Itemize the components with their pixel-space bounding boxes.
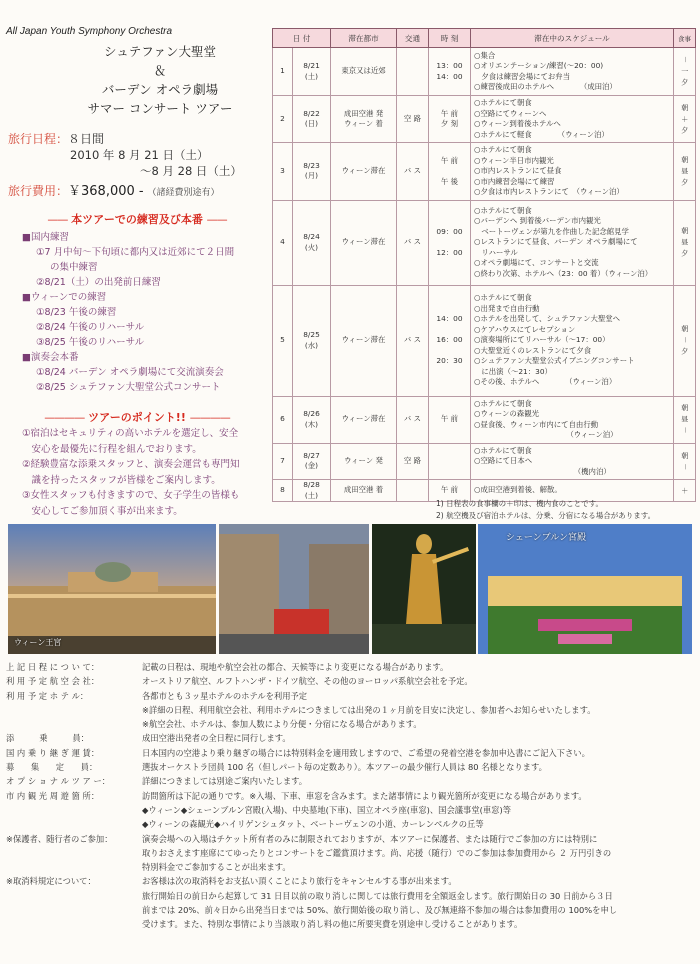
points-heading: [14, 409, 260, 425]
info-key: 市 内 観 光 周 遊 箇 所：: [6, 790, 100, 801]
day-number: 6: [273, 396, 293, 443]
info-row: [6, 789, 696, 832]
vienna-item-2: ②8/24 午後のリハーサル: [36, 322, 145, 333]
schedule-row: [273, 443, 696, 480]
schedule-header-row: [273, 29, 696, 48]
strauss-statue-illustration: [372, 524, 476, 654]
th-time: 時 刻: [429, 29, 471, 48]
meal-marks: 朝 －: [680, 451, 689, 471]
points-dash-right: ————: [189, 411, 230, 424]
row-time: 午 前 午 後: [429, 143, 471, 201]
point-line-2: 安心を最優先に行程を組んでおります。: [22, 443, 202, 455]
cost-label: 旅行費用：: [8, 184, 69, 198]
info-key: 利 用 予 定 ホ テ ル：: [6, 690, 89, 701]
meal-marks: 朝 昼 夕: [680, 156, 689, 187]
table-note-2: 2) 航空機及び宿泊ホテルは、分乗、分宿になる場合があります。: [436, 511, 656, 520]
meal-marks: ＋: [680, 486, 689, 495]
title-line-1: シュテファン大聖堂: [103, 44, 216, 59]
info-row: [6, 660, 696, 674]
day-number: 8: [273, 480, 293, 502]
point-line-5: ③女性スタッフも付きますので、女子学生の皆様も: [22, 490, 240, 501]
info-value: オーストリア航空、ルフトハンザ・ドイツ航空、その他のヨーロッパ系航空会社を予定。: [142, 676, 473, 687]
info-key: ※保護者、随行者のご参加：: [6, 833, 113, 844]
row-meal: [674, 396, 696, 443]
row-transport: バ ス: [397, 396, 429, 443]
row-transport: 空 路: [397, 443, 429, 480]
domestic-item-2: ②8/21（土）の出発前日練習: [36, 277, 161, 288]
row-time: [429, 443, 471, 480]
tram-street-illustration: [219, 524, 369, 654]
row-transport: バ ス: [397, 200, 429, 285]
heading-dash-left: ——: [47, 213, 68, 226]
photo-caption-schonbrunn: シェーンブルン宮殿: [506, 533, 587, 543]
cost-note: （諸経費別途有）: [147, 188, 220, 198]
date-from: 2010 年 8 月 21 日（土）: [70, 148, 209, 162]
vienna-item-3: ③8/25 午後のリハーサル: [36, 337, 145, 348]
schedule-row: [273, 48, 696, 96]
concert-item-1: ①8/24 バーデン オペラ劇場にて交流演奏会: [36, 367, 224, 378]
row-transport: [397, 48, 429, 96]
row-meal: [674, 96, 696, 143]
info-section: [6, 660, 696, 932]
vienna-item-1: ①8/23 午後の練習: [36, 307, 117, 318]
point-line-4: 識を持ったスタッフが皆様をご案内します。: [22, 474, 221, 486]
row-time: 14：00 16：00 20：30: [429, 285, 471, 396]
photo-tram-street: [219, 524, 369, 654]
info-key: 上 記 日 程 に つ い て：: [6, 662, 100, 672]
info-key: ※取消料規定について：: [6, 876, 96, 887]
th-transport: 交通: [397, 29, 429, 48]
info-value: 記載の日程は、現地や航空会社の都合、天候等により変更になる場合があります。: [142, 662, 449, 672]
row-schedule: ○ホテルにて朝食 ○バーデンへ 到着後バーデン市内観光 ベートーヴェンが第九を作曲した記念館見学 ○レストランにて昼食、バーデン オペラ劇場にて リハーサル ○オペラ劇場にて、コンサートと交流 ○終わり次第、ホテルへ（23：00 着）（ウィーン泊）: [471, 200, 674, 285]
row-transport: バ ス: [397, 143, 429, 201]
info-value: 日本国内の空港より乗り継ぎの場合には特別料金を適用致しますので、ご希望の発着空港を参加申込書にご記入下さい。: [142, 747, 590, 758]
cost: [8, 180, 219, 199]
table-note-1: 1) 日程表の食事欄の＋印は、機内食のことです。: [436, 499, 603, 508]
info-value: 選抜オーケストラ団員 100 名（但しパート毎の定数あり）。本ツアーの最少催行人員は 80 名様となります。: [142, 762, 547, 773]
info-key: オ プ シ ョ ナ ル ツ ア ー：: [6, 776, 111, 787]
domestic-item-1: ①7 月中旬〜下旬頃に都内又は近郊にて２日間: [36, 247, 235, 258]
row-city: ウィーン 発: [331, 443, 397, 480]
tour-title: [60, 42, 260, 118]
schedule-row: [273, 396, 696, 443]
practice-list: [22, 230, 272, 395]
info-key: 添 乗 員：: [6, 733, 89, 744]
row-date: 8/21 (土): [293, 48, 331, 96]
point-line-6: 安心してご参加頂く事が出来ます。: [22, 505, 183, 517]
photo-strauss-statue: [372, 524, 476, 654]
info-key: 国 内 乗 り 継 ぎ 運 賃：: [6, 747, 100, 758]
duration-label: 旅行日程：: [8, 132, 69, 146]
schedule-table: [272, 28, 696, 502]
points-dash-left: ————: [44, 411, 85, 424]
th-meal: 食事: [674, 29, 696, 48]
duration-value: ８日間: [68, 132, 105, 146]
meal-marks: 朝 昼 夕: [680, 227, 689, 258]
row-meal: [674, 143, 696, 201]
row-city: 東京又は近郊: [331, 48, 397, 96]
practice-heading-text: 本ツアーでの練習及び本番: [71, 213, 203, 226]
info-row: [6, 774, 696, 788]
info-key: 募 集 定 員：: [6, 762, 98, 773]
row-transport: バ ス: [397, 285, 429, 396]
orchestra-name: All Japan Youth Symphony Orchestra: [6, 26, 173, 37]
info-value: お客様は次の取消料をお支払い頂くことにより旅行をキャンセルする事が出来ます。 旅行開始日の前日から起算して 31 日目以前の取り消しに関しては旅行費用を全額返金します。旅行開始日の 30 日前から３日 前までは 20%、前々日から出発当日までは 50%、旅行開始後の取り消し、及び無連絡不参加の場合は参加費用の 100%を申し 受けます。また、特別な事情により当該取り消し料の他に所要実費を別途申し受けることがあります。: [142, 876, 618, 930]
info-row: [6, 760, 696, 774]
row-date: 8/22 (日): [293, 96, 331, 143]
row-date: 8/26 (木): [293, 396, 331, 443]
row-city: 成田空港 発 ウィーン 着: [331, 96, 397, 143]
schedule-row: [273, 285, 696, 396]
day-number: 5: [273, 285, 293, 396]
info-row: [6, 674, 696, 688]
row-schedule: ○ホテルにて朝食 ○空路にて日本へ （機内泊）: [471, 443, 674, 480]
row-city: ウィーン滞在: [331, 143, 397, 201]
title-line-4: サマー コンサート ツアー: [87, 101, 233, 116]
row-meal: [674, 200, 696, 285]
row-meal: [674, 285, 696, 396]
travel-dates: [70, 147, 242, 179]
row-schedule: ○ホテルにて朝食 ○ウィーンの森観光 ○昼食後、ウィーン市内にて自由行動 （ウィーン泊）: [471, 396, 674, 443]
th-city: 滞在都市: [331, 29, 397, 48]
vienna-title: ■ウィーンでの練習: [22, 292, 107, 303]
title-line-2: ＆: [153, 63, 167, 78]
day-number: 3: [273, 143, 293, 201]
info-value: 詳細につきましては別途ご案内いたします。: [142, 776, 308, 787]
points-list: [22, 426, 270, 519]
row-schedule: ○ホテルにて朝食 ○出発まで自由行動 ○ホテルを出発して、シュテファン大聖堂へ ○ケアハウスにてレセプション ○演奏場所にてリハーサル（〜17：00） ○大聖堂近くのレストランにて夕食 ○シュテファン大聖堂公式イブニングコンサート に出演（〜21：30） ○その後、ホテルへ （ウィーン泊）: [471, 285, 674, 396]
table-notes: [436, 498, 655, 522]
schedule-row: [273, 96, 696, 143]
info-value: 成田空港出発者の全日程に同行します。: [142, 733, 291, 744]
meal-marks: 朝 昼 －: [680, 404, 689, 435]
row-date: 8/27 (金): [293, 443, 331, 480]
day-number: 1: [273, 48, 293, 96]
row-date: 8/25 (水): [293, 285, 331, 396]
row-schedule: ○集合 ○オリエンテーション/練習(〜20：00) 夕食は練習会場にてお弁当 ○練習後成田のホテルへ （成田泊）: [471, 48, 674, 96]
row-schedule: ○成田空港到着後、解散。: [471, 480, 674, 502]
row-schedule: ○ホテルにて朝食 ○ウィーン半日市内観光 ○市内レストランにて昼食 ○市内練習会場にて練習 ○夕食は市内レストランにて （ウィーン泊）: [471, 143, 674, 201]
row-date: 8/23 (月): [293, 143, 331, 201]
row-city: ウィーン滞在: [331, 285, 397, 396]
day-number: 4: [273, 200, 293, 285]
duration: [8, 131, 104, 147]
row-city: ウィーン滞在: [331, 396, 397, 443]
info-row: [6, 731, 696, 745]
row-time: 午 前: [429, 396, 471, 443]
info-row: [6, 746, 696, 760]
info-row: [6, 689, 696, 732]
cost-value: ￥368,000 -: [68, 184, 144, 199]
schonbrunn-illustration: [478, 524, 692, 654]
row-transport: [397, 480, 429, 502]
meal-marks: 朝 － 夕: [680, 325, 689, 356]
schedule-body: [273, 48, 696, 502]
day-number: 7: [273, 443, 293, 480]
row-meal: [674, 480, 696, 502]
row-time: 午 前 夕 刻: [429, 96, 471, 143]
info-row: [6, 832, 696, 875]
points-heading-text: ツアーのポイント!!: [88, 411, 186, 424]
heading-dash-right: ——: [206, 213, 227, 226]
row-time: 09：00 12：00: [429, 200, 471, 285]
concert-item-2: ②8/25 シュテファン大聖堂公式コンサート: [36, 382, 221, 393]
info-row: [6, 874, 696, 931]
point-line-1: ①宿泊はセキュリティの高いホテルを選定し、安全: [22, 428, 239, 439]
info-value: 訪問箇所は下記の通りです。※入場、下車、車窓を含みます。また諸事情により観光箇所が変更になる場合があります。 ◆ウィーン◆シェーンブルン宮殿(入場)、中央墓地(下車)、国立オペラ座(車窓)、国会議事堂(車窓)等 ◆ウィーンの森観光◆ハイリゲンシュタット、ベートーヴェンの小道、カーレンベルクの丘等: [142, 790, 587, 830]
domestic-title: ■国内練習: [22, 232, 69, 243]
row-meal: [674, 443, 696, 480]
concert-title: ■演奏会本番: [22, 352, 79, 363]
photo-vienna-palace: [8, 524, 216, 654]
row-date: 8/28 (土): [293, 480, 331, 502]
th-schedule: 滞在中のスケジュール: [471, 29, 674, 48]
schedule-row: [273, 143, 696, 201]
info-value: 各都市とも３ッ星ホテルのホテルを利用予定 ※詳細の日程、利用航空会社、利用ホテルにつきましては出発の１ヶ月前を目安に決定し、参加者へお知らせいたします。 ※航空会社、ホテルは、参加人数により分便・分宿になる場合があります。: [142, 690, 596, 730]
day-number: 2: [273, 96, 293, 143]
vienna-palace-illustration: [8, 524, 216, 654]
th-date: 日 付: [273, 29, 331, 48]
photo-schonbrunn: [478, 524, 692, 654]
row-date: 8/24 (火): [293, 200, 331, 285]
info-value: 演奏会場への入場はチケット所有者のみに制限されておりますが、本ツアーに保護者、または随行でご参加の方には特別に 取りおさえます座席にてゆったりとコンサートをご鑑賞頂けます。尚、応援（随行）でのご参加は参加費用から ２ 万円引きの 特別料金でご参加することが出来ます。: [142, 833, 612, 873]
row-time: 13：00 14：00: [429, 48, 471, 96]
row-transport: 空 路: [397, 96, 429, 143]
row-meal: [674, 48, 696, 96]
row-city: 成田空港 着: [331, 480, 397, 502]
domestic-item-1-cont: の集中練習: [50, 262, 98, 273]
meal-marks: － 一 夕: [680, 56, 689, 87]
row-schedule: ○ホテルにて朝食 ○空路にてウィーンへ ○ウィーン到着後ホテルへ ○ホテルにて軽食 （ウィーン泊）: [471, 96, 674, 143]
practice-heading: [14, 211, 260, 227]
point-line-3: ②経験豊富な添乗スタッフと、演奏会運営も専門知: [22, 459, 240, 470]
meal-marks: 朝 ＋ 夕: [680, 103, 689, 135]
row-time: 午 前: [429, 480, 471, 502]
photo-caption-hofburg: ウィーン王宮: [14, 638, 62, 647]
date-to: 〜8 月 28 日（土）: [140, 164, 242, 178]
info-key: 利 用 予 定 航 空 会 社：: [6, 676, 100, 687]
title-line-3: バーデン オペラ劇場: [101, 82, 219, 97]
schedule-row: [273, 200, 696, 285]
row-city: ウィーン滞在: [331, 200, 397, 285]
